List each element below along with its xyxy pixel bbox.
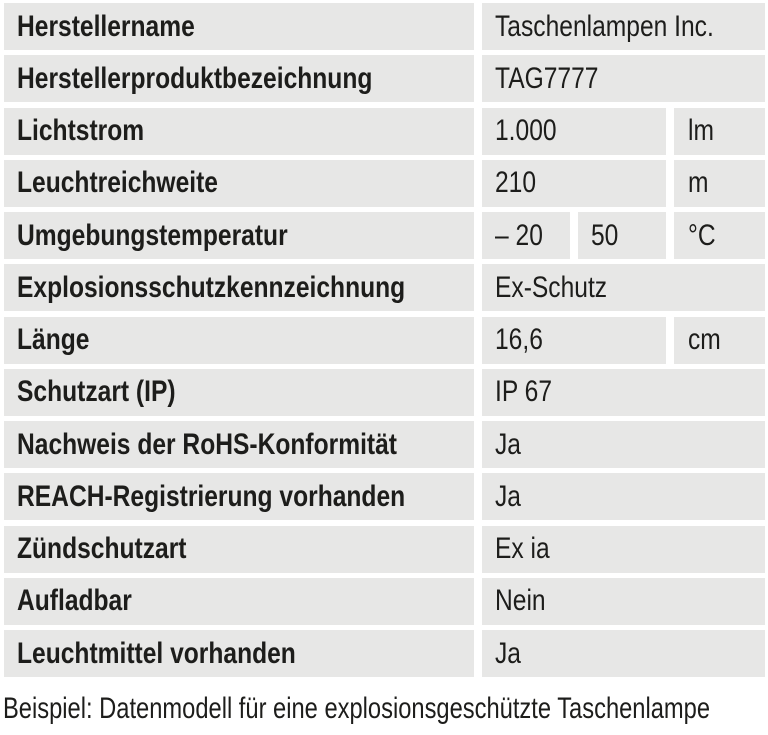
unit-cell <box>674 160 765 207</box>
label-cell <box>4 526 474 573</box>
unit-text: cm <box>688 323 721 356</box>
value-text: TAG7777 <box>495 61 599 95</box>
value-cell <box>578 212 666 259</box>
unit-text: m <box>688 166 709 200</box>
label-text: Lichtstrom <box>17 114 145 147</box>
value-cell <box>482 108 666 155</box>
value-cell <box>482 317 666 364</box>
value-text: Ex-Schutz <box>495 270 608 304</box>
table-caption-text: Beispiel: Datenmodell für eine explosionsgeschützte Taschenlampe <box>3 692 711 725</box>
value-cell <box>482 264 765 311</box>
label-text: Länge <box>17 323 90 356</box>
label-text: Leuchtmittel vorhanden <box>17 636 296 670</box>
value-cell <box>482 160 666 207</box>
value-text: Ja <box>495 427 521 461</box>
value-text: 16,6 <box>495 323 543 356</box>
value-text: Taschenlampen Inc. <box>495 9 714 43</box>
value-cell <box>482 55 765 102</box>
label-cell <box>4 160 474 207</box>
label-cell <box>4 473 474 520</box>
value-text: IP 67 <box>495 375 553 409</box>
value-cell <box>482 630 765 677</box>
label-text: REACH-Registrierung vorhanden <box>17 479 406 513</box>
label-text: Zündschutzart <box>17 532 187 565</box>
label-cell <box>4 421 474 468</box>
value-cell <box>482 3 765 50</box>
value-text: – 20 <box>495 218 543 252</box>
label-text: Aufladbar <box>17 584 132 618</box>
label-cell <box>4 264 474 311</box>
value-text: 50 <box>591 218 619 252</box>
value-cell <box>482 212 570 259</box>
unit-cell <box>674 212 765 259</box>
value-text: Ex ia <box>495 532 550 565</box>
label-text: Umgebungstemperatur <box>17 218 288 252</box>
value-text: Ja <box>495 479 521 513</box>
label-cell <box>4 55 474 102</box>
label-cell <box>4 108 474 155</box>
unit-text: °C <box>688 218 716 252</box>
value-cell <box>482 473 765 520</box>
value-cell <box>482 578 765 625</box>
label-cell <box>4 369 474 416</box>
label-text: Leuchtreichweite <box>17 166 218 200</box>
label-text: Herstellerproduktbezeichnung <box>17 61 373 95</box>
label-text: Nachweis der RoHS-Konformität <box>17 427 397 461</box>
value-text: Ja <box>495 636 521 670</box>
label-text: Explosionsschutzkennzeichnung <box>17 270 406 304</box>
unit-cell <box>674 108 765 155</box>
label-cell <box>4 212 474 259</box>
label-text: Schutzart (IP) <box>17 375 176 409</box>
unit-cell <box>674 317 765 364</box>
value-cell <box>482 421 765 468</box>
label-cell <box>4 3 474 50</box>
label-cell <box>4 630 474 677</box>
value-cell <box>482 526 765 573</box>
label-text: Herstellername <box>17 9 195 43</box>
unit-text: lm <box>688 114 714 147</box>
value-text: Nein <box>495 584 546 618</box>
value-text: 210 <box>495 166 537 200</box>
label-cell <box>4 578 474 625</box>
table-caption <box>3 694 768 724</box>
value-cell <box>482 369 765 416</box>
value-text: 1.000 <box>495 114 557 147</box>
label-cell <box>4 317 474 364</box>
